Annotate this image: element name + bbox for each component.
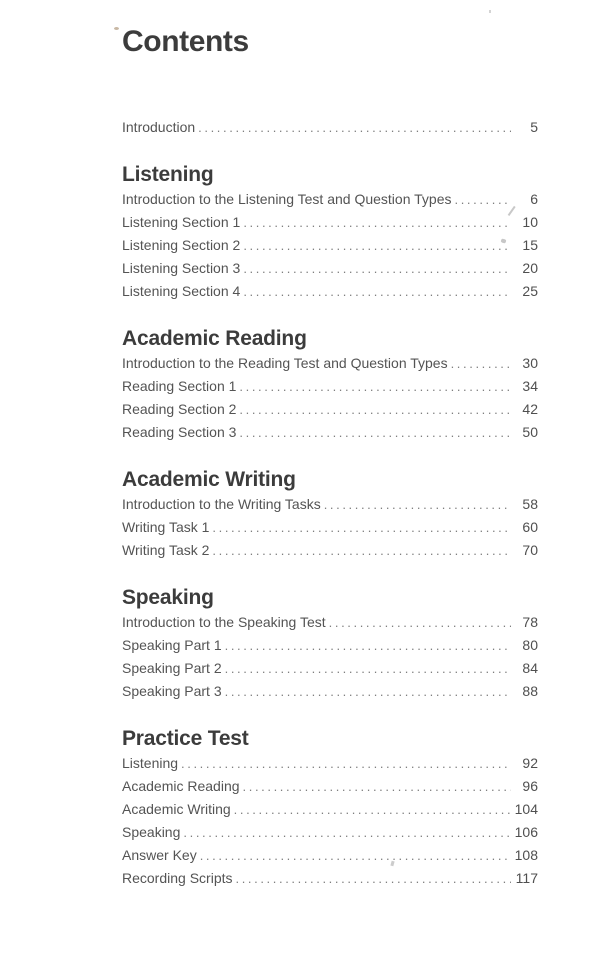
toc-entry-label: Introduction	[122, 119, 196, 135]
scan-artifact	[489, 10, 491, 13]
toc-page-number: 30	[522, 355, 538, 371]
dot-leader	[243, 280, 511, 303]
dot-leader	[454, 188, 511, 211]
toc-entry-label: Listening	[122, 755, 179, 771]
toc-row	[122, 798, 538, 821]
toc-row	[122, 421, 538, 444]
toc-row	[122, 188, 538, 211]
toc-page-number: 25	[522, 283, 538, 299]
toc-entry-label: Academic Writing	[122, 801, 231, 817]
dot-leader	[236, 867, 512, 890]
dot-leader	[183, 821, 511, 844]
section-heading: Listening	[122, 163, 214, 186]
toc-row	[122, 211, 538, 234]
toc-row	[122, 657, 538, 680]
toc-page-number: 108	[514, 847, 538, 863]
toc-row	[122, 539, 538, 562]
scan-artifact	[114, 27, 119, 30]
toc-entry-label: Introduction to the Reading Test and Question Types	[122, 355, 448, 371]
toc-page-number: 42	[522, 401, 538, 417]
toc-page-number: 15	[522, 237, 538, 253]
toc-entry-label: Listening Section 3	[122, 260, 241, 276]
toc-entry-label: Speaking	[122, 824, 181, 840]
dot-leader	[243, 775, 511, 798]
dot-leader	[239, 398, 511, 421]
dot-leader	[324, 493, 511, 516]
toc-entry-label: Writing Task 1	[122, 519, 210, 535]
toc-entry-label: Speaking Part 3	[122, 683, 222, 699]
toc-page-number: 84	[522, 660, 538, 676]
toc-page-number: 117	[515, 870, 538, 886]
dot-leader	[239, 375, 511, 398]
dot-leader	[212, 516, 511, 539]
toc-row	[122, 234, 538, 257]
dot-leader	[225, 634, 511, 657]
toc-entry-label: Answer Key	[122, 847, 197, 863]
toc-entry-label: Introduction to the Listening Test and Question Types	[122, 191, 452, 207]
toc-entry-label: Reading Section 3	[122, 424, 237, 440]
section-academic-writing	[122, 467, 538, 562]
toc-row	[122, 844, 538, 867]
toc-row	[122, 634, 538, 657]
toc-entry-label: Recording Scripts	[122, 870, 233, 886]
dot-leader	[225, 680, 511, 703]
toc-row	[122, 821, 538, 844]
dot-leader	[234, 798, 511, 821]
toc-row	[122, 775, 538, 798]
toc-entry-label: Speaking Part 2	[122, 660, 222, 676]
section-heading: Speaking	[122, 586, 214, 609]
toc-row	[122, 611, 538, 634]
toc-page-number: 80	[522, 637, 538, 653]
section-heading: Academic Reading	[122, 327, 307, 350]
toc-content	[122, 24, 538, 890]
section-practice-test	[122, 726, 538, 890]
page-title: Contents	[122, 25, 249, 58]
dot-leader	[198, 116, 511, 139]
toc-page-number: 20	[522, 260, 538, 276]
toc-row-introduction	[122, 116, 538, 139]
toc-row	[122, 867, 538, 890]
toc-row	[122, 752, 538, 775]
toc-page-number: 92	[522, 755, 538, 771]
dot-leader	[181, 752, 511, 775]
toc-page-number: 88	[522, 683, 538, 699]
section-listening	[122, 162, 538, 303]
dot-leader	[243, 257, 511, 280]
toc-page-number: 34	[522, 378, 538, 394]
toc-page-number: 96	[522, 778, 538, 794]
section-speaking	[122, 585, 538, 703]
dot-leader	[243, 234, 511, 257]
toc-row	[122, 375, 538, 398]
toc-page-number: 106	[514, 824, 538, 840]
toc-row	[122, 352, 538, 375]
toc-page-number: 5	[530, 119, 538, 135]
toc-entry-label: Reading Section 1	[122, 378, 237, 394]
toc-entry-label: Academic Reading	[122, 778, 240, 794]
dot-leader	[200, 844, 511, 867]
toc-entry-label: Listening Section 1	[122, 214, 241, 230]
toc-row	[122, 680, 538, 703]
toc-row	[122, 516, 538, 539]
toc-page-number: 58	[522, 496, 538, 512]
toc-row	[122, 398, 538, 421]
toc-entry-label: Speaking Part 1	[122, 637, 222, 653]
toc-page-number: 10	[522, 214, 538, 230]
dot-leader	[212, 539, 511, 562]
toc-entry-label: Introduction to the Writing Tasks	[122, 496, 321, 512]
toc-entry-label: Listening Section 2	[122, 237, 241, 253]
dot-leader	[329, 611, 511, 634]
dot-leader	[243, 211, 511, 234]
toc-intro-block	[122, 116, 538, 139]
toc-page-number: 6	[530, 191, 538, 207]
toc-entry-label: Listening Section 4	[122, 283, 241, 299]
section-heading: Practice Test	[122, 727, 249, 750]
toc-row	[122, 280, 538, 303]
section-heading: Academic Writing	[122, 468, 296, 491]
toc-page-number: 104	[514, 801, 538, 817]
section-academic-reading	[122, 326, 538, 444]
toc-row	[122, 493, 538, 516]
dot-leader	[451, 352, 511, 375]
toc-entry-label: Introduction to the Speaking Test	[122, 614, 326, 630]
toc-page-number: 70	[522, 542, 538, 558]
toc-page-number: 50	[522, 424, 538, 440]
dot-leader	[239, 421, 511, 444]
toc-entry-label: Reading Section 2	[122, 401, 237, 417]
toc-page-number: 78	[522, 614, 538, 630]
toc-row	[122, 257, 538, 280]
dot-leader	[225, 657, 511, 680]
toc-page-number: 60	[522, 519, 538, 535]
toc-entry-label: Writing Task 2	[122, 542, 210, 558]
